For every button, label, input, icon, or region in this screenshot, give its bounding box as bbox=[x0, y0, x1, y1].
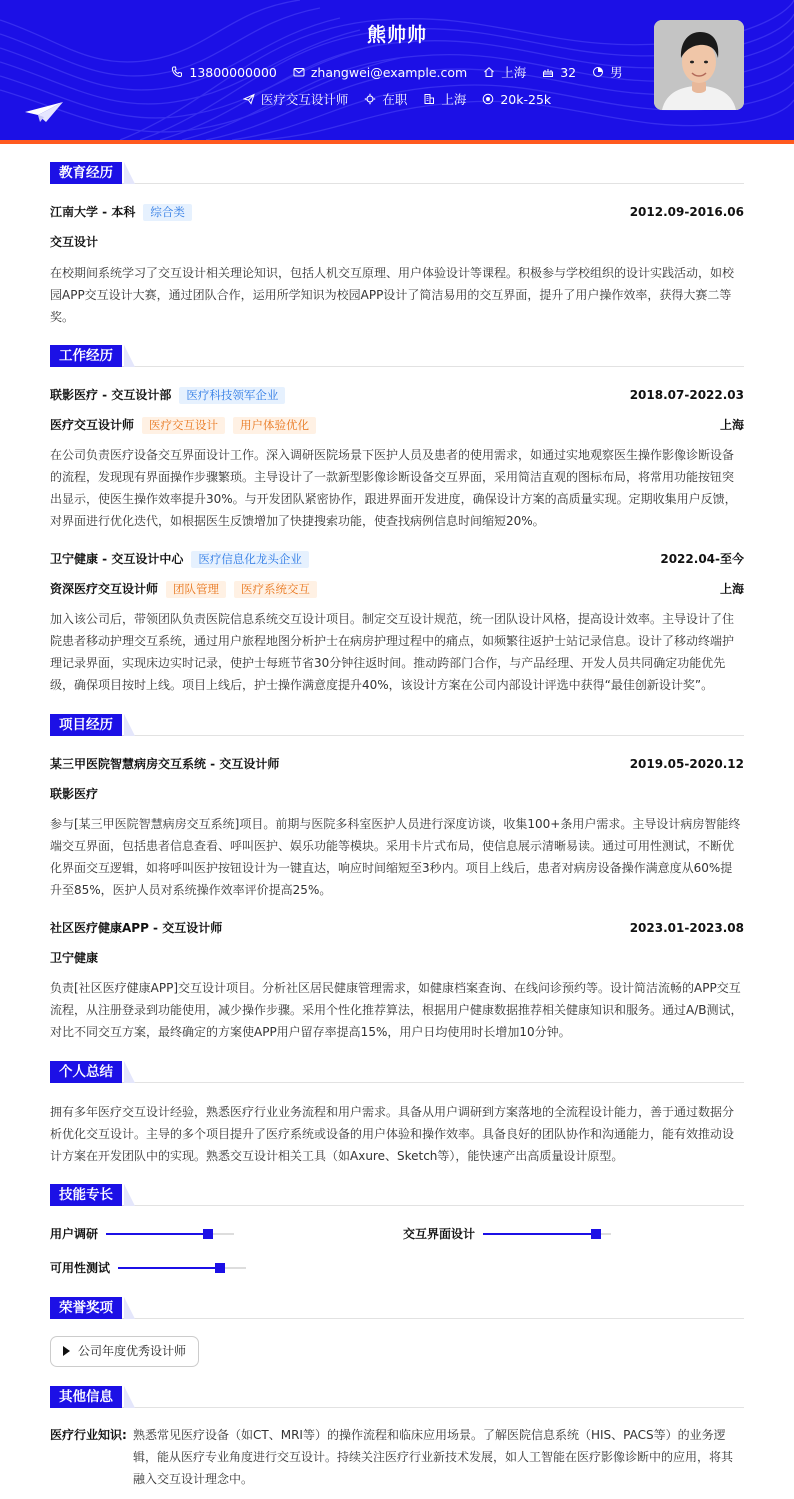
skill-level-marker bbox=[203, 1229, 213, 1239]
work-period: 2018.07-2022.03 bbox=[629, 388, 744, 402]
award-name: 公司年度优秀设计师 bbox=[78, 1344, 187, 1358]
salary-text: 20k-25k bbox=[500, 91, 552, 107]
project-item-header bbox=[50, 919, 744, 937]
work-description: 在公司负责医疗设备交互界面设计工作。深入调研医院场景下医护人员及患者的使用需求，如通过实地观察医生操作影像诊断设备的流程，发现现有界面操作步骤繁琐。主导设计了一款新型影像诊断设备交互界面，采用简洁直观的图标布局，将常用功能按钮突出显示，使医生操作效率提升30%。与开发团队紧密协作，跟进界面开发进度，确保设计方案的高质量实现。定期收集用户反馈，对界面进行优化迭代，如根据医生反馈增加了快捷搜索功能，使查找病例信息时间缩短20%。 bbox=[50, 448, 737, 528]
skill-level-bar bbox=[106, 1233, 208, 1235]
status-text: 在职 bbox=[382, 92, 408, 107]
email-text: zhangwei@example.com bbox=[310, 64, 468, 80]
candidate-name: 熊帅帅 bbox=[366, 24, 427, 46]
skill-item bbox=[50, 1259, 250, 1277]
skill-tag: 医疗交互设计 bbox=[142, 417, 225, 434]
project-org: 联影医疗 bbox=[50, 787, 99, 801]
project-name: 某三甲医院智慧病房交互系统 - 交互设计师 bbox=[50, 757, 280, 771]
send-icon bbox=[243, 93, 255, 105]
skill-level-bar bbox=[118, 1267, 220, 1269]
work-period: 2022.04-至今 bbox=[660, 552, 744, 566]
phone-text: 13800000000 bbox=[189, 64, 277, 80]
other-section-header bbox=[50, 1386, 744, 1408]
education-section-header bbox=[50, 162, 744, 184]
work-section-header bbox=[50, 345, 744, 367]
company-name: 联影医疗 - 交互设计部 bbox=[50, 388, 172, 402]
company-tag: 医疗科技领军企业 bbox=[179, 387, 285, 404]
email-item bbox=[293, 65, 467, 80]
position-text: 医疗交互设计师 bbox=[260, 92, 349, 107]
building-icon bbox=[423, 93, 435, 105]
section-title: 项目经历 bbox=[50, 714, 122, 736]
section-title-decoration bbox=[124, 1184, 135, 1206]
award-item[interactable] bbox=[50, 1336, 199, 1367]
job-role: 医疗交互设计师 bbox=[50, 418, 135, 432]
mail-icon bbox=[293, 66, 305, 78]
resume-header bbox=[0, 0, 794, 140]
education-item-header bbox=[50, 203, 744, 221]
section-title: 工作经历 bbox=[50, 345, 122, 367]
phone-icon bbox=[171, 66, 183, 78]
work-location: 上海 bbox=[719, 418, 744, 432]
awards-section-header bbox=[50, 1297, 744, 1319]
project-period: 2023.01-2023.08 bbox=[629, 921, 744, 935]
section-title: 技能专长 bbox=[50, 1184, 122, 1206]
play-triangle-icon bbox=[63, 1346, 70, 1356]
school-type-tag: 综合类 bbox=[143, 204, 192, 221]
skill-level-marker bbox=[215, 1263, 225, 1273]
project-item-header bbox=[50, 755, 744, 773]
skill-item bbox=[403, 1225, 613, 1243]
target-city-text: 上海 bbox=[441, 92, 467, 107]
other-info-label: 医疗行业知识: bbox=[50, 1428, 127, 1442]
company-tag: 医疗信息化龙头企业 bbox=[191, 551, 309, 568]
section-title-decoration bbox=[124, 1297, 135, 1319]
avatar-image bbox=[654, 20, 744, 110]
section-title: 个人总结 bbox=[50, 1061, 122, 1083]
phone-item bbox=[171, 65, 276, 80]
salary-item bbox=[482, 92, 551, 107]
project-org: 卫宁健康 bbox=[50, 951, 99, 965]
skill-name: 用户调研 bbox=[50, 1227, 99, 1241]
skill-tag: 用户体验优化 bbox=[233, 417, 316, 434]
company-name: 卫宁健康 - 交互设计中心 bbox=[50, 552, 184, 566]
age-text: 32 bbox=[560, 64, 577, 80]
section-title-decoration bbox=[124, 714, 135, 736]
skill-level-bar bbox=[483, 1233, 596, 1235]
other-info-text: 熟悉常见医疗设备（如CT、MRI等）的操作流程和临床应用场景。了解医院信息系统（HIS、PACS等）的业务逻辑，能从医疗专业角度进行交互设计。持续关注医疗行业新技术发展，如人工智能在医疗影像诊断中的应用，将其融入交互设计理念中。 bbox=[133, 1428, 734, 1486]
work-location: 上海 bbox=[719, 582, 744, 596]
project-name: 社区医疗健康APP - 交互设计师 bbox=[50, 921, 223, 935]
projects-section-header bbox=[50, 714, 744, 736]
section-title-decoration bbox=[124, 1061, 135, 1083]
status-item bbox=[364, 90, 407, 108]
job-role: 资深医疗交互设计师 bbox=[50, 582, 159, 596]
header-accent-line bbox=[0, 140, 794, 144]
school-name: 江南大学 - 本科 bbox=[50, 205, 136, 219]
section-title: 荣誉奖项 bbox=[50, 1297, 122, 1319]
section-title-decoration bbox=[124, 345, 135, 367]
gender-text: 男 bbox=[610, 65, 623, 80]
position-item bbox=[243, 90, 349, 108]
project-description: 参与[某三甲医院智慧病房交互系统]项目。前期与医院多科室医护人员进行深度访谈，收集100+条用户需求。主导设计病房智能终端交互界面，包括患者信息查看、呼叫医护、娱乐功能等模块。采用卡片式布局，使信息展示清晰易读。通过可用性测试，不断优化界面交互逻辑，如将呼叫医护按钮设计为一键直达，响应时间缩短至3秒内。项目上线后，患者对病房设备操作满意度从60%提升至85%，医护人员对系统操作效率评价提高25%。 bbox=[50, 817, 741, 897]
gender-icon bbox=[592, 66, 604, 78]
profile-photo bbox=[654, 20, 744, 110]
section-title-decoration bbox=[124, 1386, 135, 1408]
skill-tag: 团队管理 bbox=[166, 581, 226, 598]
salary-icon bbox=[482, 93, 494, 105]
skill-tag: 医疗系统交互 bbox=[234, 581, 317, 598]
education-description: 在校期间系统学习了交互设计相关理论知识，包括人机交互原理、用户体验设计等课程。积极参与学校组织的设计实践活动，如校园APP交互设计大赛，通过团队合作，运用所学知识为校园APP设计了简洁易用的交互界面，提升了用户操作效率，获得大赛二等奖。 bbox=[50, 266, 735, 324]
skill-name: 交互界面设计 bbox=[403, 1227, 476, 1241]
paper-plane-icon bbox=[24, 100, 64, 124]
summary-text: 拥有多年医疗交互设计经验，熟悉医疗行业业务流程和用户需求。具备从用户调研到方案落地的全流程设计能力，善于通过数据分析优化交互设计。主导的多个项目提升了医疗系统或设备的用户体验和操作效率。具备良好的团队协作和沟通能力，能有效推动设计方案在开发团队中的实现。熟悉交互设计相关工具（如Axure、Sketch等），能快速产出高质量设计原型。 bbox=[50, 1105, 735, 1163]
home-icon bbox=[483, 66, 495, 78]
status-icon bbox=[364, 93, 376, 105]
city-item bbox=[483, 63, 526, 81]
work-description: 加入该公司后，带领团队负责医院信息系统交互设计项目。制定交互设计规范，统一团队设计风格，提高设计效率。主导设计了住院患者移动护理交互系统，通过用户旅程地图分析护士在病房护理过程中的痛点，如频繁往返护士站记录信息。设计了移动终端护理记录界面，实现床边实时记录，使护士每班节省30分钟往返时间。推动跨部门合作，与产品经理、开发人员共同确定功能优先级，确保项目按时上线。项目上线后，护士操作满意度提升40%，该设计方案在公司内部设计评选中获得“最佳创新设计奖”。 bbox=[50, 612, 735, 692]
work-role-row bbox=[50, 580, 744, 598]
cake-icon bbox=[542, 66, 554, 78]
city-text: 上海 bbox=[501, 65, 527, 80]
age-item bbox=[542, 65, 576, 80]
work-item-header bbox=[50, 386, 744, 404]
project-description: 负责[社区医疗健康APP]交互设计项目。分析社区居民健康管理需求，如健康档案查询、在线问诊预约等。设计简洁流畅的APP交互流程，从注册登录到功能使用，减少操作步骤。采用个性化推荐算法，根据用户健康数据推荐相关健康知识和服务。通过A/B测试，对比不同交互方案，最终确定的方案使APP用户留存率提高15%，用户日均使用时长增加10分钟。 bbox=[50, 981, 743, 1039]
target-city-item bbox=[423, 90, 466, 108]
gender-item bbox=[592, 63, 623, 81]
skill-level-marker bbox=[591, 1229, 601, 1239]
summary-section-header bbox=[50, 1061, 744, 1083]
work-item-header bbox=[50, 550, 744, 568]
education-period: 2012.09-2016.06 bbox=[629, 205, 744, 219]
skill-item bbox=[50, 1225, 240, 1243]
project-period: 2019.05-2020.12 bbox=[629, 757, 744, 771]
skills-section-header bbox=[50, 1184, 744, 1206]
work-role-row bbox=[50, 416, 744, 434]
skill-name: 可用性测试 bbox=[50, 1261, 111, 1275]
section-title-decoration bbox=[124, 162, 135, 184]
section-title: 其他信息 bbox=[50, 1386, 122, 1408]
major-name: 交互设计 bbox=[50, 235, 99, 249]
section-title: 教育经历 bbox=[50, 162, 122, 184]
